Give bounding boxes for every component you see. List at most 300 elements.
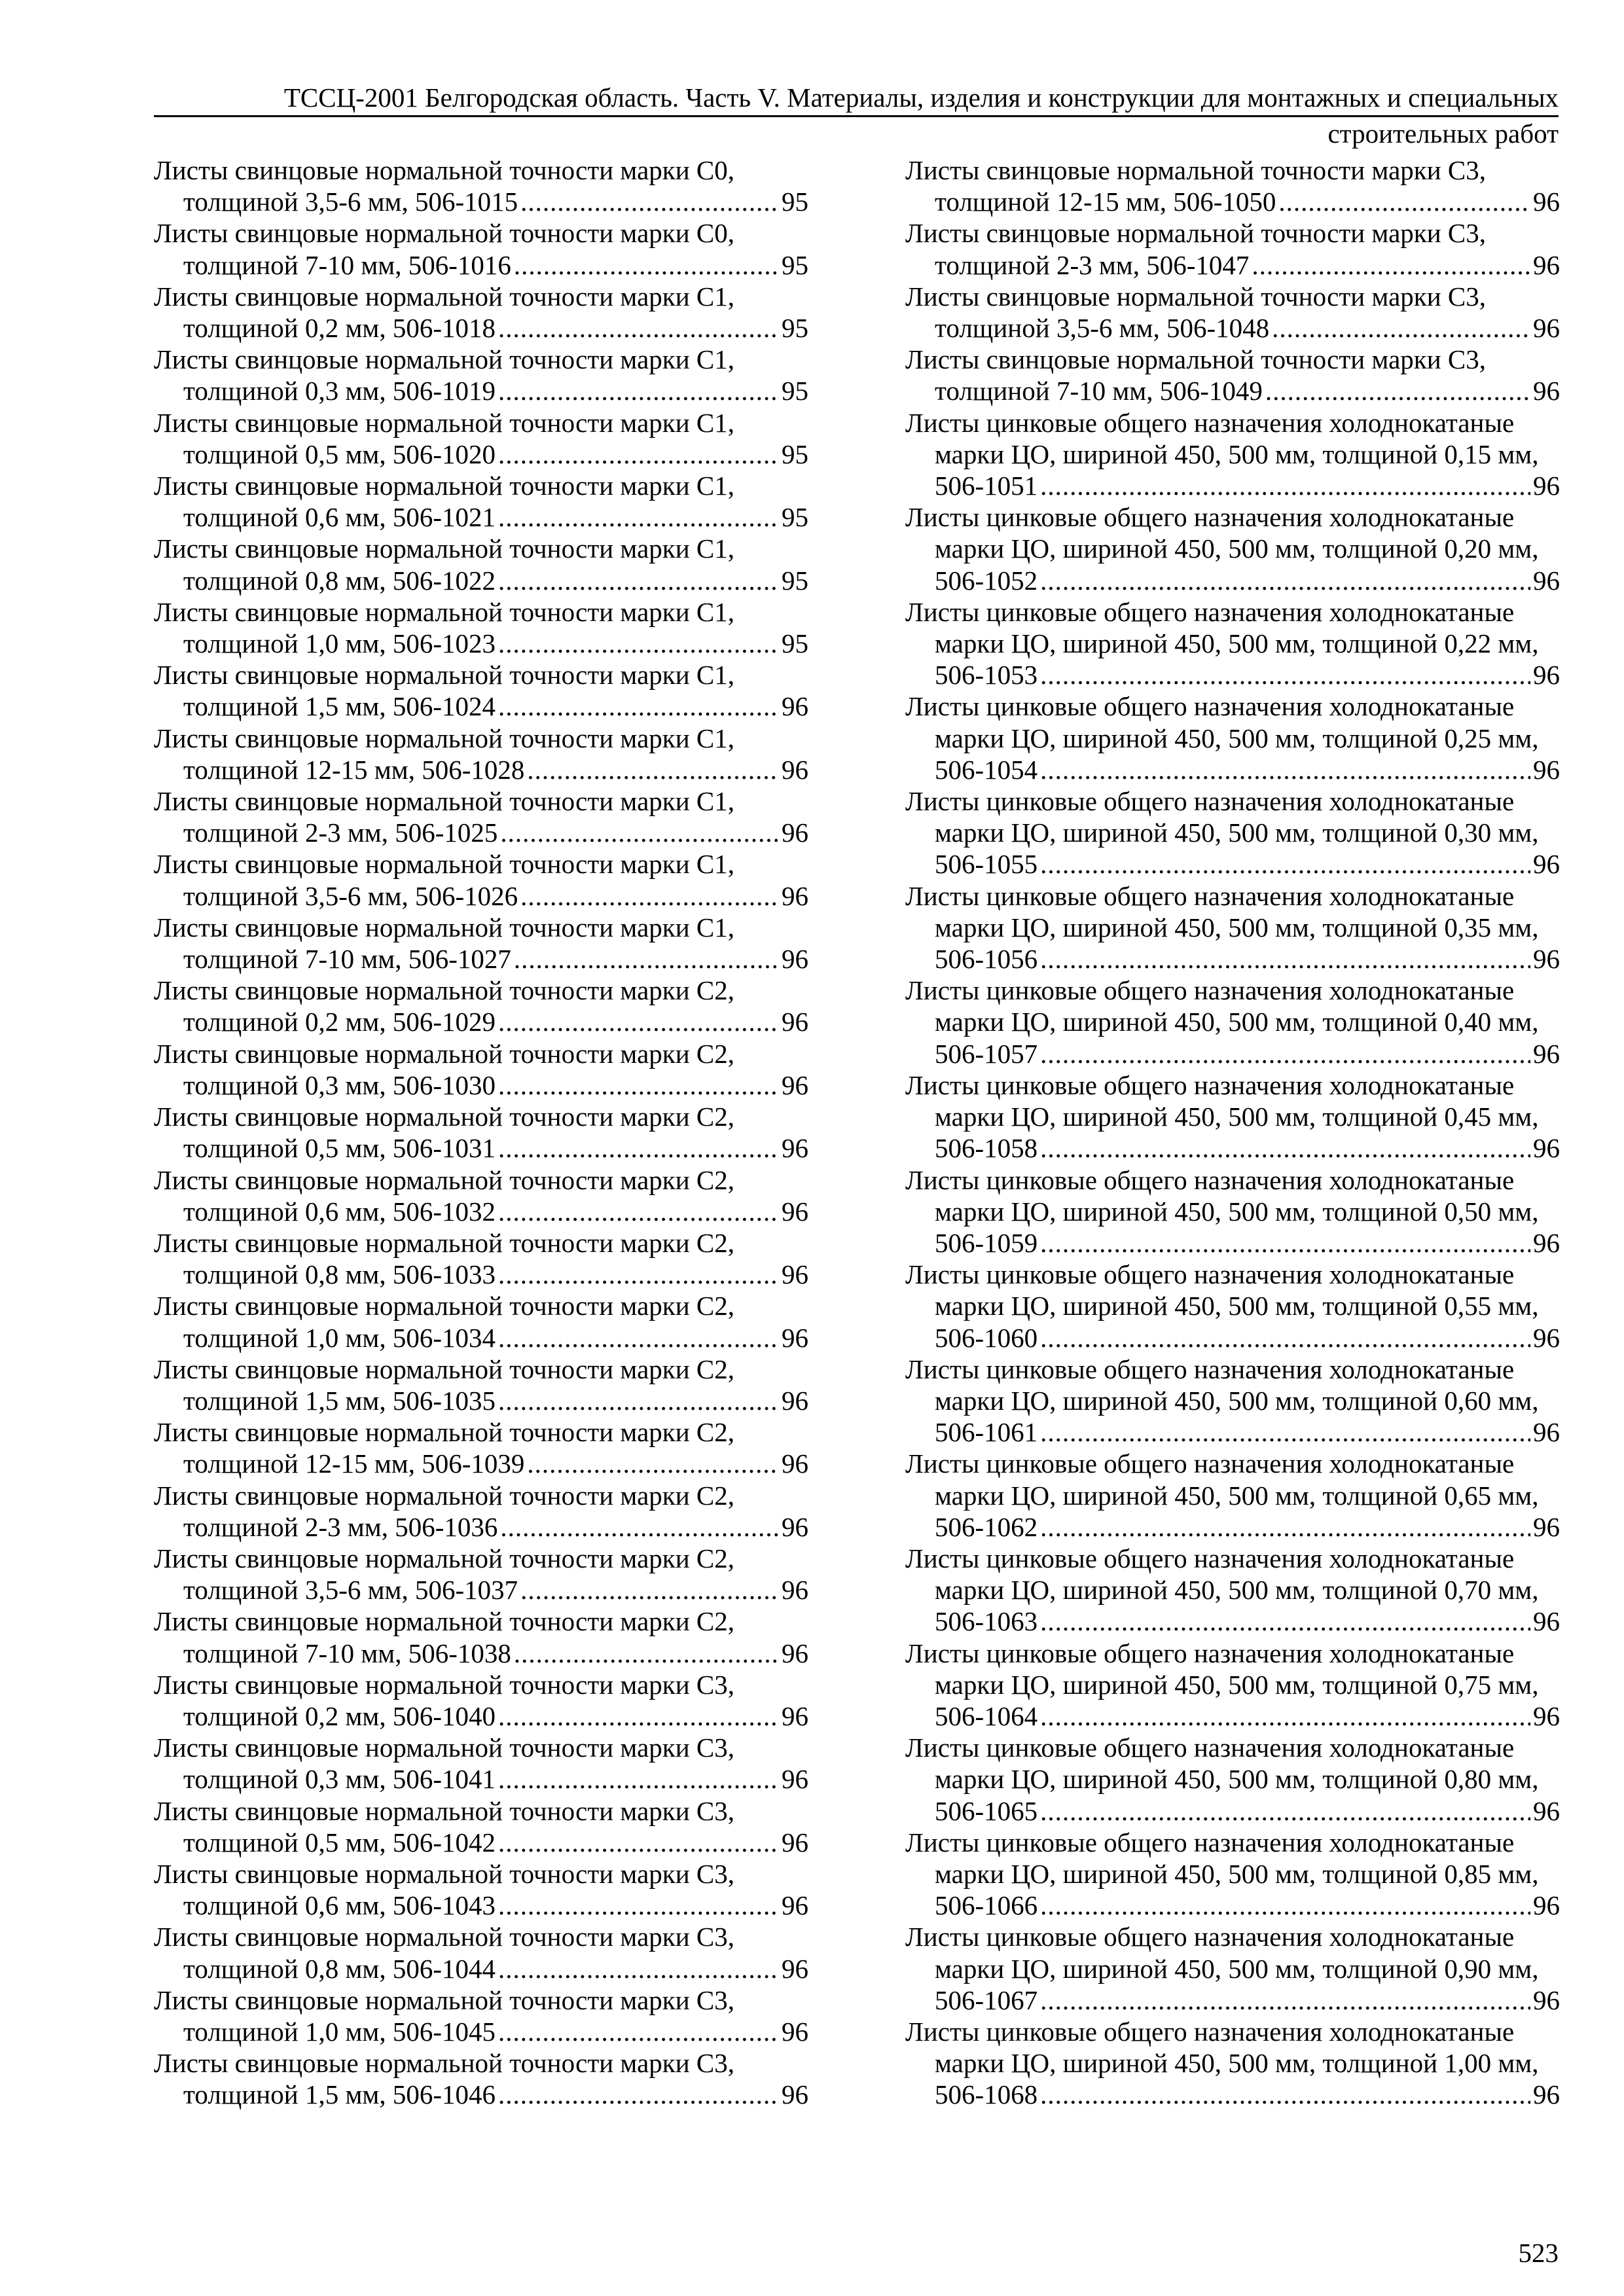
entry-page-ref: 96 — [1533, 249, 1560, 280]
dot-leader — [498, 375, 779, 406]
entry-text: толщиной 2-3 мм, 506-1036 — [183, 1511, 498, 1542]
entry-page-ref: 96 — [1533, 1984, 1560, 2015]
entry-line: Листы свинцовые нормальной точности марки С3, — [154, 1984, 735, 2015]
index-entry — [154, 1921, 808, 1984]
entry-line: Листы цинковые общего назначения холоднокатаные — [905, 1164, 1515, 1195]
entry-line: Листы свинцовые нормальной точности марки С2, — [154, 1354, 735, 1384]
dot-leader — [527, 754, 779, 785]
dot-leader — [498, 628, 779, 659]
dot-leader — [1040, 659, 1530, 691]
entry-line: Листы цинковые общего назначения холоднокатаные — [905, 1069, 1515, 1100]
entry-line: Листы цинковые общего назначения холоднокатаные — [905, 1543, 1515, 1573]
entry-page-ref: 96 — [1533, 660, 1560, 691]
entry-line: Листы свинцовые нормальной точности марки С1, — [154, 912, 735, 942]
dot-leader — [1252, 249, 1530, 281]
entry-line-last — [154, 375, 808, 406]
entry-line-last — [154, 1763, 808, 1795]
entry-text: толщиной 12-15 мм, 506-1039 — [183, 1448, 525, 1479]
entry-page-ref: 96 — [782, 1133, 808, 1164]
entry-line: Листы свинцовые нормальной точности марки С3, — [154, 1732, 735, 1763]
dot-leader — [498, 1069, 779, 1101]
running-header — [154, 81, 1559, 150]
index-entry — [905, 1638, 1560, 1732]
entry-line: марки ЦО, шириной 450, 500 мм, толщиной 1,00 мм, — [935, 2048, 1539, 2079]
entry-line: Листы свинцовые нормальной точности марки С2, — [154, 1606, 735, 1637]
entry-line-last — [154, 1322, 808, 1354]
entry-line: Листы свинцовые нормальной точности марки С2, — [154, 1543, 735, 1573]
dot-leader — [1040, 1984, 1530, 2016]
index-entry — [154, 1038, 808, 1101]
entry-line-last — [154, 691, 808, 722]
entry-text: толщиной 3,5-6 мм, 506-1026 — [183, 880, 518, 911]
entry-line: марки ЦО, шириной 450, 500 мм, толщиной 0,25 мм, — [935, 723, 1539, 753]
dot-leader — [498, 691, 779, 722]
entry-line: марки ЦО, шириной 450, 500 мм, толщиной 0,75 мм, — [935, 1669, 1539, 1700]
entry-page-ref: 96 — [782, 1322, 808, 1353]
entry-text: 506-1053 — [935, 660, 1038, 691]
entry-text: 506-1057 — [935, 1038, 1038, 1069]
entry-line: Листы свинцовые нормальной точности марки С3, — [154, 1922, 735, 1952]
entry-text: 506-1062 — [935, 1511, 1038, 1542]
entry-line: Листы свинцовые нормальной точности марки С1, — [154, 596, 735, 627]
index-entry — [905, 407, 1560, 502]
dot-leader — [520, 186, 779, 217]
entry-text: толщиной 12-15 мм, 506-1050 — [935, 187, 1276, 217]
index-entry — [154, 785, 808, 848]
entry-text: толщиной 0,6 мм, 506-1021 — [183, 502, 496, 533]
entry-line-last — [154, 439, 808, 470]
entry-line-last — [154, 817, 808, 848]
entry-text: толщиной 0,8 мм, 506-1022 — [183, 565, 496, 596]
entry-text: 506-1066 — [935, 1890, 1038, 1921]
dot-leader — [1040, 565, 1530, 596]
entry-text: 506-1054 — [935, 754, 1038, 785]
index-entry — [154, 1543, 808, 1605]
dot-leader — [498, 2079, 779, 2110]
dot-leader — [498, 312, 779, 344]
entry-line: марки ЦО, шириной 450, 500 мм, толщиной 0,65 мм, — [935, 1480, 1539, 1511]
entry-line: Листы свинцовые нормальной точности марки С3, — [154, 2048, 735, 2079]
entry-page-ref: 96 — [1533, 1890, 1560, 1921]
entry-text: толщиной 1,5 мм, 506-1046 — [183, 2079, 496, 2110]
index-entry — [154, 1354, 808, 1416]
entry-page-ref: 96 — [1533, 565, 1560, 596]
index-entry — [154, 1164, 808, 1227]
dot-leader — [1040, 1795, 1530, 1827]
index-entry — [154, 1605, 808, 1668]
index-entry — [154, 1984, 808, 2047]
entry-text: толщиной 7-10 мм, 506-1027 — [183, 944, 511, 975]
entry-line: Листы цинковые общего назначения холоднокатаные — [905, 1732, 1515, 1763]
entry-line-last — [905, 2079, 1560, 2110]
entry-page-ref: 96 — [782, 754, 808, 785]
entry-line: Листы свинцовые нормальной точности марки С1, — [154, 407, 735, 438]
entry-line-last — [905, 754, 1560, 785]
entry-page-ref: 96 — [1533, 1227, 1560, 1258]
dot-leader — [514, 249, 779, 281]
entry-line: марки ЦО, шириной 450, 500 мм, толщиной 0,40 мм, — [935, 1007, 1539, 1037]
entry-text: 506-1055 — [935, 849, 1038, 880]
entry-line: марки ЦО, шириной 450, 500 мм, толщиной 0,30 мм, — [935, 817, 1539, 848]
entry-text: толщиной 0,3 мм, 506-1030 — [183, 1069, 496, 1100]
entry-page-ref: 95 — [782, 628, 808, 659]
entry-line-last — [905, 249, 1560, 281]
index-entry — [905, 281, 1560, 344]
entry-page-ref: 96 — [1533, 1795, 1560, 1826]
entry-line: Листы цинковые общего назначения холоднокатаные — [905, 1827, 1515, 1857]
entry-line-last — [905, 1322, 1560, 1354]
entry-text: 506-1056 — [935, 944, 1038, 975]
entry-page-ref: 96 — [782, 2016, 808, 2047]
entry-line: Листы свинцовые нормальной точности марки С2, — [154, 1102, 735, 1132]
entry-page-ref: 95 — [782, 187, 808, 217]
index-entry — [905, 154, 1560, 217]
entry-page-ref: 95 — [782, 439, 808, 469]
entry-line-last — [905, 1890, 1560, 1921]
dot-leader — [498, 565, 779, 596]
entry-line: Листы свинцовые нормальной точности марки С2, — [154, 975, 735, 1006]
dot-leader — [498, 2016, 779, 2047]
index-column-left — [154, 154, 808, 2111]
entry-page-ref: 95 — [782, 249, 808, 280]
entry-page-ref: 96 — [1533, 1322, 1560, 1353]
entry-text: толщиной 0,5 мм, 506-1020 — [183, 439, 496, 469]
entry-text: толщиной 0,2 мм, 506-1029 — [183, 1007, 496, 1037]
entry-line: Листы свинцовые нормальной точности марки С3, — [905, 344, 1487, 375]
entry-line: Листы цинковые общего назначения холоднокатаные — [905, 502, 1515, 533]
entry-line: Листы цинковые общего назначения холоднокатаные — [905, 1638, 1515, 1668]
entry-line: марки ЦО, шириной 450, 500 мм, толщиной 0,55 мм, — [935, 1291, 1539, 1321]
entry-line: Листы свинцовые нормальной точности марки С2, — [154, 1164, 735, 1195]
entry-line: Листы свинцовые нормальной точности марки С3, — [905, 218, 1487, 249]
entry-text: 506-1058 — [935, 1133, 1038, 1164]
dot-leader — [498, 501, 779, 533]
index-entry — [154, 1227, 808, 1290]
entry-text: 506-1051 — [935, 471, 1038, 501]
entry-line: Листы цинковые общего назначения холоднокатаные — [905, 786, 1515, 817]
entry-text: толщиной 1,0 мм, 506-1034 — [183, 1322, 496, 1353]
entry-line: марки ЦО, шириной 450, 500 мм, толщиной 0,50 мм, — [935, 1196, 1539, 1227]
dot-leader — [1040, 470, 1530, 501]
index-entry — [905, 344, 1560, 406]
dot-leader — [1040, 1227, 1530, 1259]
entry-text: 506-1064 — [935, 1700, 1038, 1731]
entry-text: толщиной 0,3 мм, 506-1019 — [183, 376, 496, 406]
entry-line: Листы цинковые общего назначения холоднокатаные — [905, 975, 1515, 1006]
entry-line-last — [905, 943, 1560, 975]
entry-page-ref: 96 — [782, 880, 808, 911]
dot-leader — [520, 1574, 779, 1605]
dot-leader — [1040, 1511, 1530, 1543]
index-entry — [905, 1921, 1560, 2016]
entry-page-ref: 96 — [1533, 1511, 1560, 1542]
entry-line-last — [154, 1006, 808, 1037]
entry-line: Листы свинцовые нормальной точности марки С0, — [154, 155, 735, 185]
entry-line-last — [154, 1511, 808, 1543]
index-entry — [154, 470, 808, 533]
entry-page-ref: 96 — [782, 1196, 808, 1227]
dot-leader — [1040, 1700, 1530, 1732]
entry-page-ref: 96 — [782, 1700, 808, 1731]
entry-line-last — [905, 1132, 1560, 1164]
entry-page-ref: 96 — [782, 1448, 808, 1479]
entry-text: 506-1067 — [935, 1984, 1038, 2015]
dot-leader — [498, 1006, 779, 1037]
entry-page-ref: 96 — [782, 1890, 808, 1921]
entry-line: Листы свинцовые нормальной точности марки С1, — [154, 786, 735, 817]
entry-line-last — [154, 312, 808, 344]
entry-page-ref: 96 — [1533, 471, 1560, 501]
entry-line: Листы свинцовые нормальной точности марки С1, — [154, 660, 735, 691]
index-entry — [154, 1858, 808, 1921]
entry-page-ref: 96 — [782, 1007, 808, 1037]
entry-page-ref: 96 — [782, 691, 808, 722]
entry-page-ref: 96 — [782, 1764, 808, 1795]
dot-leader — [500, 817, 779, 848]
index-entry — [905, 1069, 1560, 1164]
entry-line: Листы свинцовые нормальной точности марки С1, — [154, 471, 735, 501]
entry-line-last — [154, 754, 808, 785]
entry-text: толщиной 1,0 мм, 506-1023 — [183, 628, 496, 659]
entry-line-last — [905, 375, 1560, 406]
dot-leader — [498, 1385, 779, 1416]
entry-page-ref: 96 — [782, 2079, 808, 2110]
index-entry — [154, 1290, 808, 1353]
entry-page-ref: 96 — [1533, 313, 1560, 344]
entry-line: марки ЦО, шириной 450, 500 мм, толщиной 0,60 мм, — [935, 1385, 1539, 1416]
index-entry — [905, 1259, 1560, 1354]
index-entry — [154, 407, 808, 470]
entry-page-ref: 96 — [782, 1069, 808, 1100]
index-entry — [905, 1827, 1560, 1922]
entry-line: Листы свинцовые нормальной точности марки С3, — [154, 1795, 735, 1826]
entry-line-last — [154, 628, 808, 659]
entry-line: Листы цинковые общего назначения холоднокатаные — [905, 2016, 1515, 2047]
entry-page-ref: 96 — [1533, 1700, 1560, 1731]
entry-page-ref: 96 — [1533, 944, 1560, 975]
index-entry — [154, 217, 808, 280]
entry-line-last — [154, 1196, 808, 1227]
index-entry — [905, 1543, 1560, 1638]
entry-text: 506-1065 — [935, 1795, 1038, 1826]
entry-text: толщиной 7-10 мм, 506-1049 — [935, 376, 1263, 406]
entry-line: Листы цинковые общего назначения холоднокатаные — [905, 407, 1515, 438]
entry-text: 506-1068 — [935, 2079, 1038, 2110]
entry-line: Листы свинцовые нормальной точности марки С2, — [154, 1227, 735, 1258]
entry-line: марки ЦО, шириной 450, 500 мм, толщиной 0,22 мм, — [935, 628, 1539, 659]
entry-line: Листы свинцовые нормальной точности марки С1, — [154, 281, 735, 312]
dot-leader — [520, 880, 779, 912]
entry-page-ref: 96 — [782, 1511, 808, 1542]
entry-text: толщиной 7-10 мм, 506-1016 — [183, 249, 511, 280]
header-title: ТССЦ-2001 Белгородская область. Часть V. Материалы, изделия и конструкции для монтажных и специальных — [154, 81, 1559, 117]
index-entry — [154, 1416, 808, 1479]
dot-leader — [1040, 943, 1530, 975]
index-entry — [154, 533, 808, 596]
entry-text: толщиной 2-3 мм, 506-1047 — [935, 249, 1250, 280]
dot-leader — [1040, 1890, 1530, 1921]
index-entry — [154, 1732, 808, 1795]
entry-line: Листы цинковые общего назначения холоднокатаные — [905, 596, 1515, 627]
entry-text: 506-1059 — [935, 1227, 1038, 1258]
entry-text: толщиной 0,5 мм, 506-1042 — [183, 1827, 496, 1857]
entry-line: Листы свинцовые нормальной точности марки С3, — [905, 155, 1487, 185]
entry-text: толщиной 2-3 мм, 506-1025 — [183, 817, 498, 848]
entry-page-ref: 96 — [782, 1953, 808, 1984]
entry-line: марки ЦО, шириной 450, 500 мм, толщиной 0,15 мм, — [935, 439, 1539, 469]
entry-line: Листы цинковые общего назначения холоднокатаные — [905, 1922, 1515, 1952]
entry-text: толщиной 1,0 мм, 506-1045 — [183, 2016, 496, 2047]
index-entry — [154, 975, 808, 1037]
entry-page-ref: 96 — [1533, 2079, 1560, 2110]
dot-leader — [1040, 1416, 1530, 1448]
dot-leader — [527, 1448, 779, 1479]
dot-leader — [1040, 1038, 1530, 1069]
dot-leader — [498, 1890, 779, 1921]
index-entry — [905, 785, 1560, 880]
entry-page-ref: 96 — [782, 944, 808, 975]
entry-line: Листы свинцовые нормальной точности марки С1, — [154, 849, 735, 880]
entry-line: Листы свинцовые нормальной точности марки С3, — [905, 281, 1487, 312]
index-entry — [905, 1448, 1560, 1543]
entry-line-last — [905, 1511, 1560, 1543]
dot-leader — [498, 1196, 779, 1227]
entry-line: Листы свинцовые нормальной точности марки С3, — [154, 1858, 735, 1889]
entry-text: толщиной 0,5 мм, 506-1031 — [183, 1133, 496, 1164]
index-entry — [905, 975, 1560, 1069]
dot-leader — [1040, 1605, 1530, 1637]
entry-text: толщиной 12-15 мм, 506-1028 — [183, 754, 525, 785]
index-entry — [154, 1669, 808, 1732]
entry-page-ref: 96 — [782, 1827, 808, 1857]
entry-line-last — [154, 1827, 808, 1858]
entry-text: 506-1060 — [935, 1322, 1038, 1353]
entry-page-ref: 96 — [1533, 1417, 1560, 1448]
entry-line-last — [905, 470, 1560, 501]
index-entry — [905, 1732, 1560, 1827]
dot-leader — [498, 1259, 779, 1290]
entry-text: 506-1063 — [935, 1606, 1038, 1637]
header-subtitle: строительных работ — [1327, 118, 1559, 149]
entry-line-last — [154, 880, 808, 912]
index-entry — [154, 1101, 808, 1164]
dot-leader — [1040, 848, 1530, 880]
entry-page-ref: 96 — [782, 1575, 808, 1605]
entry-text: толщиной 0,3 мм, 506-1041 — [183, 1764, 496, 1795]
index-entry — [154, 154, 808, 217]
index-entry — [905, 217, 1560, 280]
entry-page-ref: 96 — [782, 1259, 808, 1290]
dot-leader — [514, 1638, 779, 1669]
entry-line-last — [154, 501, 808, 533]
entry-line: Листы свинцовые нормальной точности марки С2, — [154, 1480, 735, 1511]
entry-line-last — [905, 1416, 1560, 1448]
entry-page-ref: 96 — [1533, 1606, 1560, 1637]
entry-line: Листы цинковые общего назначения холоднокатаные — [905, 1259, 1515, 1290]
entry-line-last — [154, 1953, 808, 1984]
entry-line-last — [154, 2016, 808, 2047]
dot-leader — [500, 1511, 779, 1543]
index-entry — [905, 596, 1560, 691]
entry-line-last — [154, 1069, 808, 1101]
entry-line-last — [905, 848, 1560, 880]
entry-line-last — [154, 186, 808, 217]
entry-line-last — [905, 1605, 1560, 1637]
index-entry — [154, 344, 808, 406]
entry-line: Листы цинковые общего назначения холоднокатаные — [905, 1448, 1515, 1479]
dot-leader — [1040, 1322, 1530, 1354]
index-entry — [905, 691, 1560, 785]
index-entry — [154, 2047, 808, 2110]
entry-line-last — [905, 1984, 1560, 2016]
index-entry — [905, 1354, 1560, 1448]
entry-line: Листы цинковые общего назначения холоднокатаные — [905, 880, 1515, 911]
index-entry — [154, 596, 808, 659]
entry-page-ref: 95 — [782, 565, 808, 596]
entry-text: толщиной 1,5 мм, 506-1035 — [183, 1385, 496, 1416]
index-entry — [905, 501, 1560, 596]
entry-page-ref: 96 — [1533, 1038, 1560, 1069]
entry-text: толщиной 3,5-6 мм, 506-1048 — [935, 313, 1270, 344]
entry-page-ref: 96 — [1533, 1133, 1560, 1164]
entry-page-ref: 95 — [782, 313, 808, 344]
dot-leader — [1040, 1132, 1530, 1164]
index-entry — [154, 659, 808, 722]
entry-page-ref: 95 — [782, 502, 808, 533]
entry-line-last — [154, 1574, 808, 1605]
entry-line: Листы свинцовые нормальной точности марки С2, — [154, 1291, 735, 1321]
entry-text: толщиной 0,6 мм, 506-1043 — [183, 1890, 496, 1921]
entry-page-ref: 96 — [782, 1385, 808, 1416]
dot-leader — [498, 1953, 779, 1984]
index-entry — [154, 1480, 808, 1543]
entry-line: Листы цинковые общего назначения холоднокатаные — [905, 691, 1515, 722]
dot-leader — [498, 1827, 779, 1858]
entry-line-last — [154, 943, 808, 975]
entry-page-ref: 96 — [782, 817, 808, 848]
entry-line: марки ЦО, шириной 450, 500 мм, толщиной 0,70 мм, — [935, 1575, 1539, 1605]
dot-leader — [514, 943, 779, 975]
entry-page-ref: 96 — [1533, 754, 1560, 785]
dot-leader — [1265, 375, 1530, 406]
entry-line-last — [154, 1259, 808, 1290]
entry-page-ref: 95 — [782, 376, 808, 406]
index-entry — [905, 2016, 1560, 2111]
index-entry — [154, 281, 808, 344]
entry-line: Листы свинцовые нормальной точности марки С2, — [154, 1417, 735, 1448]
entry-line: Листы свинцовые нормальной точности марки С3, — [154, 1669, 735, 1700]
entry-text: толщиной 3,5-6 мм, 506-1037 — [183, 1575, 518, 1605]
entry-line: марки ЦО, шириной 450, 500 мм, толщиной 0,35 мм, — [935, 912, 1539, 942]
entry-line: марки ЦО, шириной 450, 500 мм, толщиной 0,45 мм, — [935, 1102, 1539, 1132]
index-entry — [154, 912, 808, 975]
entry-page-ref: 96 — [1533, 849, 1560, 880]
entry-line: Листы свинцовые нормальной точности марки С0, — [154, 218, 735, 249]
entry-line: Листы свинцовые нормальной точности марки С2, — [154, 1038, 735, 1069]
entry-line-last — [905, 312, 1560, 344]
dot-leader — [498, 1322, 779, 1354]
entry-line-last — [905, 1038, 1560, 1069]
entry-line-last — [905, 186, 1560, 217]
index-entry — [154, 1795, 808, 1858]
entry-line: марки ЦО, шириной 450, 500 мм, толщиной 0,80 мм, — [935, 1764, 1539, 1795]
entry-text: толщиной 0,2 мм, 506-1018 — [183, 313, 496, 344]
entry-line-last — [154, 249, 808, 281]
index-entry — [154, 848, 808, 911]
index-entry — [905, 880, 1560, 975]
entry-page-ref: 96 — [782, 1638, 808, 1668]
entry-line: марки ЦО, шириной 450, 500 мм, толщиной 0,85 мм, — [935, 1858, 1539, 1889]
